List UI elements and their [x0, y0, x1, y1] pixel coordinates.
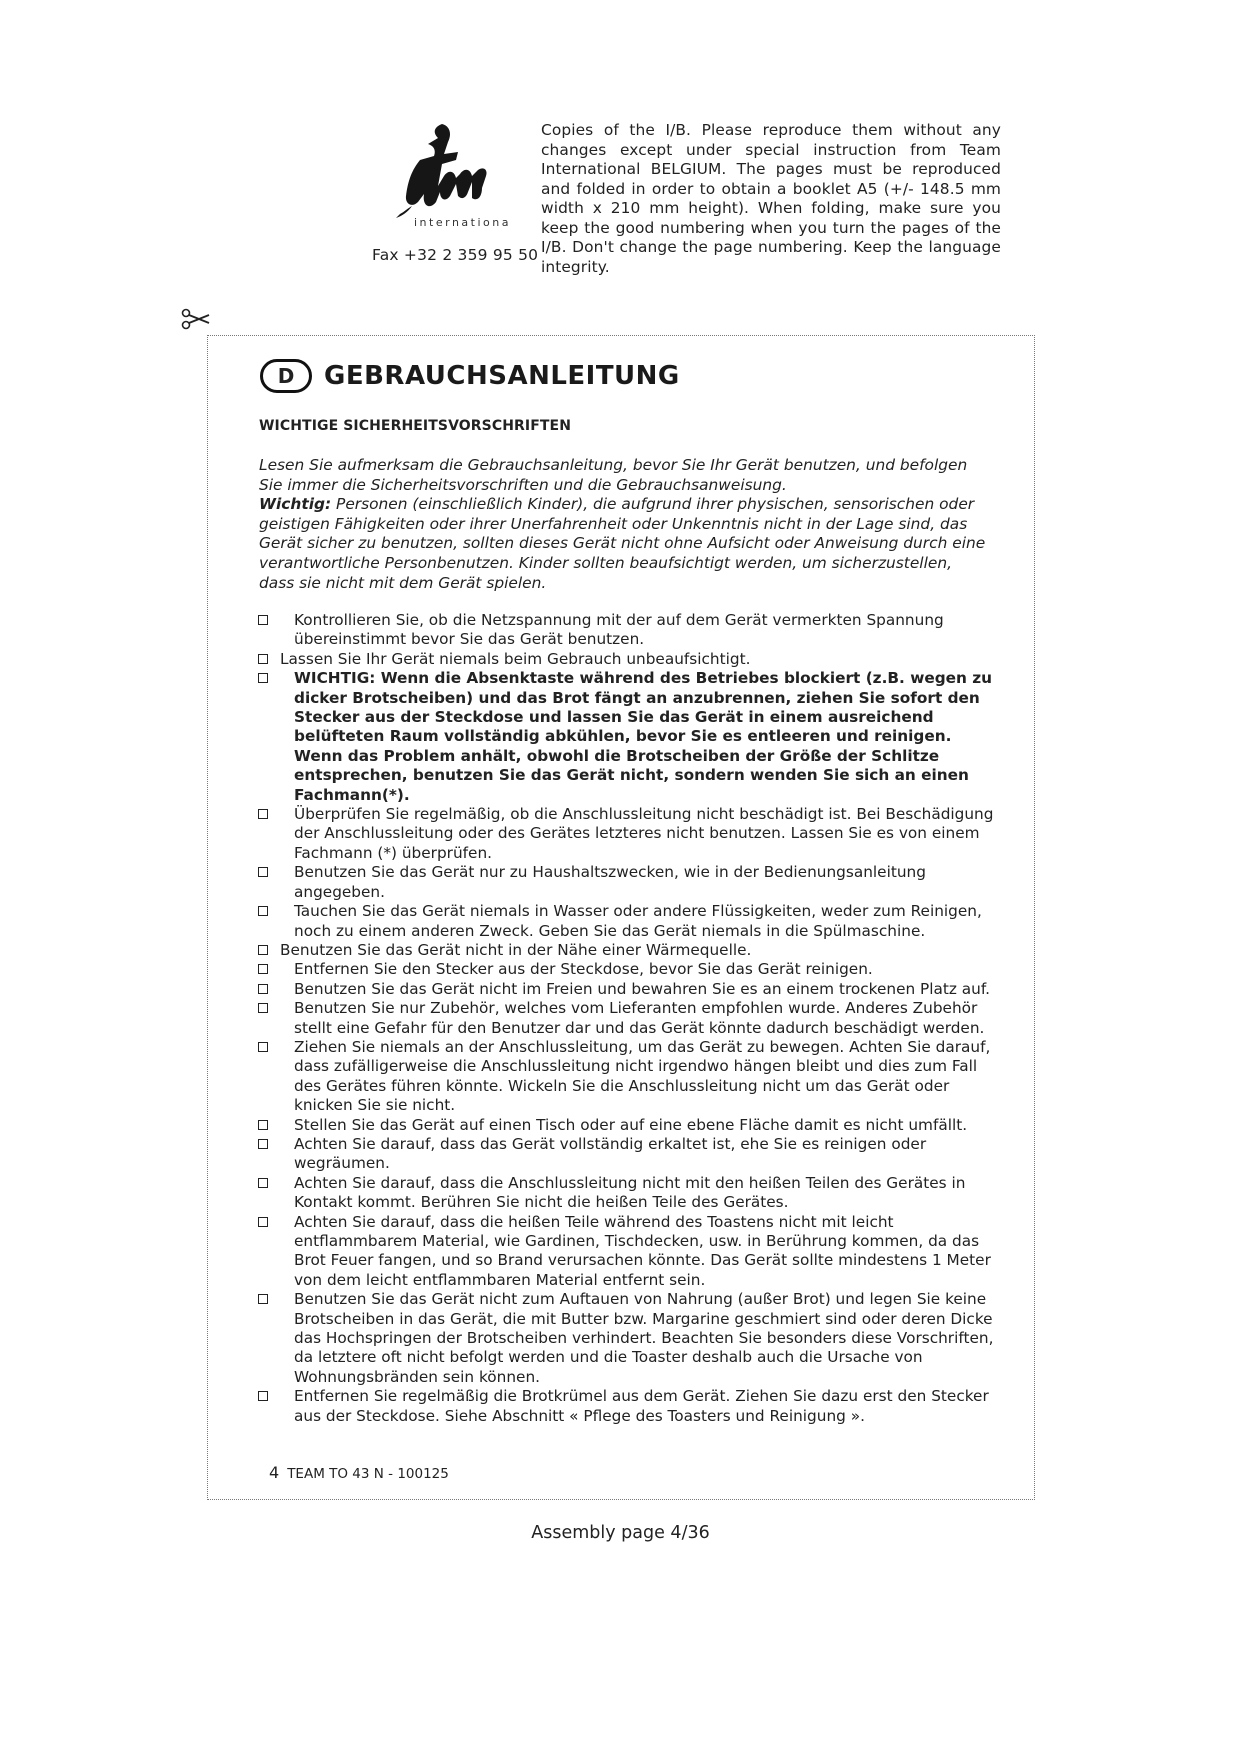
list-item-text: Benutzen Sie das Gerät nicht im Freien und bewahren Sie es an einem trockenen Platz auf.: [294, 979, 990, 998]
list-item: [258, 1116, 998, 1135]
checkbox-bullet-icon: [258, 1139, 268, 1149]
list-item: [258, 1135, 998, 1174]
checkbox-bullet-icon: [258, 1178, 268, 1188]
checkbox-bullet-icon: [258, 964, 268, 974]
scissors-icon: [181, 308, 211, 330]
list-item: [258, 1387, 998, 1426]
list-item: [258, 902, 998, 941]
list-item-text: Kontrollieren Sie, ob die Netzspannung mit der auf dem Gerät vermerkten Spannung übereinstimmt bevor Sie das Gerät benutzen.: [294, 611, 944, 649]
list-item: [258, 1038, 998, 1116]
list-item: [258, 999, 998, 1038]
model-code: TEAM TO 43 N - 100125: [287, 1466, 449, 1482]
intro-paragraph: Lesen Sie aufmerksam die Gebrauchsanleitung, bevor Sie Ihr Gerät benutzen, und befolgen Sie immer die Sicherheitsvorschriften und die Gebrauchsanweisung.: [259, 456, 968, 494]
checkbox-bullet-icon: [258, 906, 268, 916]
list-item-text: Achten Sie darauf, dass die Anschlussleitung nicht mit den heißen Teilen des Gerätes in Kontakt kommt. Berühren Sie nicht die heißen Teile des Gerätes.: [294, 1173, 966, 1212]
checkbox-bullet-icon: [258, 984, 268, 994]
language-badge: D: [260, 359, 312, 393]
section-heading: [260, 356, 680, 396]
list-item-text: WICHTIG: Wenn die Absenktaste während des Betriebes blockiert (z.B. wegen zu dicker Brotscheiben) und das Brot fängt an anzubrennen, ziehen Sie sofort den Stecker aus der Steckdose und lassen Sie das Gerät in einem ausreichend belüfteten Raum vollständig abkühlen, bevor Sie es entleeren und reinigen. Wenn das Problem anhält, obwohl die Brotscheiben der Größe der Schlitze entsprechen, benutzen Sie das Gerät nicht, sondern wenden Sie sich an einen Fachmann(*).: [294, 669, 993, 804]
list-item: [258, 611, 998, 650]
list-item: [258, 863, 998, 902]
list-item-text: Achten Sie darauf, dass die heißen Teile während des Toastens nicht mit leicht entflammbarem Material, wie Gardinen, Tischdecken, usw. in Berührung kommen, da das Brot Feuer fangen, und so Brand verursachen könnte. Das Gerät sollte mindestens 1 Meter von dem leicht entflammbaren Material entfernt sein.: [294, 1212, 991, 1289]
list-item: [258, 1174, 998, 1213]
svg-text:international: international: [414, 216, 512, 229]
checkbox-bullet-icon: [258, 867, 268, 877]
list-item-text: Entfernen Sie den Stecker aus der Steckdose, bevor Sie das Gerät reinigen.: [294, 960, 873, 979]
list-item: [258, 960, 998, 979]
list-item: [258, 650, 998, 669]
list-item: [258, 980, 998, 999]
important-label: Wichtig:: [259, 495, 332, 514]
checkbox-bullet-icon: [258, 1042, 268, 1052]
important-paragraph: [259, 495, 989, 593]
fax-number: Fax +32 2 359 95 50: [372, 246, 539, 264]
list-item: [258, 1290, 998, 1387]
list-item: [258, 805, 998, 863]
page-title: GEBRAUCHSANLEITUNG: [324, 361, 680, 391]
checkbox-bullet-icon: [258, 615, 268, 625]
intro-text: [259, 456, 989, 593]
safety-subtitle: WICHTIGE SICHERHEITSVORSCHRIFTEN: [259, 418, 572, 434]
list-item: [258, 1213, 998, 1291]
list-item-text: Benutzen Sie nur Zubehör, welches vom Lieferanten empfohlen wurde. Anderes Zubehör stellt eine Gefahr für den Benutzer dar und das Gerät könnte dadurch beschädigt werden.: [294, 999, 985, 1037]
checkbox-bullet-icon: [258, 673, 268, 683]
list-item: [258, 941, 998, 960]
assembly-page-label: Assembly page 4/36: [531, 1523, 710, 1543]
list-item: [258, 669, 998, 805]
list-item-text: Benutzen Sie das Gerät nicht in der Nähe einer Wärmequelle.: [280, 940, 752, 959]
list-item-text: Benutzen Sie das Gerät nicht zum Auftauen von Nahrung (außer Brot) und legen Sie keine Brotscheiben in das Gerät, die mit Butter bzw. Margarine geschmiert sind oder deren Dicke das Hochspringen der Brotscheiben verhindert. Beachten Sie besonders diese Vorschriften, da letztere oft nicht befolgt werden und die Toaster deshalb auch die Ursache von Wohnungsbränden sein können.: [294, 1290, 994, 1386]
page-footer: [269, 1463, 449, 1482]
list-item-text: Ziehen Sie niemals an der Anschlussleitung, um das Gerät zu bewegen. Achten Sie darauf, dass zufälligerweise die Anschlussleitung nicht irgendwo hängen bleibt und dies zum Fall des Gerätes führen könnte. Wickeln Sie die Anschlussleitung nicht um das Gerät oder knicken Sie sie nicht.: [294, 1037, 991, 1115]
checkbox-bullet-icon: [258, 809, 268, 819]
checkbox-bullet-icon: [258, 1120, 268, 1130]
checkbox-bullet-icon: [258, 1294, 268, 1304]
page-number: 4: [269, 1463, 280, 1482]
list-item-text: Tauchen Sie das Gerät niemals in Wasser oder andere Flüssigkeiten, weder zum Reinigen, noch zu einem anderen Zweck. Geben Sie das Gerät niemals in die Spülmaschine.: [294, 902, 982, 940]
list-item-text: Überprüfen Sie regelmäßig, ob die Anschlussleitung nicht beschädigt ist. Bei Beschädigung der Anschlussleitung oder des Gerätes letzteres nicht benutzen. Lassen Sie es von einem Fachmann (*) überprüfen.: [294, 805, 994, 862]
team-logo: [372, 120, 512, 232]
checkbox-bullet-icon: [258, 945, 268, 955]
important-text: Personen (einschließlich Kinder), die aufgrund ihrer physischen, sensorischen oder geistigen Fähigkeiten oder ihrer Unerfahrenheit oder Unkenntnis nicht in der Lage sind, das Gerät sicher zu benutzen, sollten dieses Gerät nicht ohne Aufsicht oder Anweisung durch eine verantwortliche Personbenutzen. Kinder sollten beaufsichtigt werden, um sicherzustellen, dass sie nicht mit dem Gerät spielen.: [259, 495, 986, 592]
safety-list: [258, 611, 998, 1426]
list-item-text: Achten Sie darauf, dass das Gerät vollständig erkaltet ist, ehe Sie es reinigen oder wegräumen.: [294, 1134, 927, 1173]
list-item-text: Benutzen Sie das Gerät nur zu Haushaltszwecken, wie in der Bedienungsanleitung angegeben.: [294, 863, 926, 901]
list-item-text: Entfernen Sie regelmäßig die Brotkrümel aus dem Gerät. Ziehen Sie dazu erst den Stecker aus der Steckdose. Siehe Abschnitt « Pflege des Toasters und Reinigung ».: [294, 1387, 989, 1425]
checkbox-bullet-icon: [258, 654, 268, 664]
list-item-text: Lassen Sie Ihr Gerät niemals beim Gebrauch unbeaufsichtigt.: [280, 649, 751, 668]
reproduction-instructions: Copies of the I/B. Please reproduce them without any changes except under special instruction from Team International BELGIUM. The pages must be reproduced and folded in order to obtain a booklet A5 (+/- 148.5 mm width x 210 mm height). When folding, make sure you keep the good numbering when you turn the pages of the I/B. Don't change the page numbering. Keep the language integrity.: [541, 121, 1001, 276]
checkbox-bullet-icon: [258, 1003, 268, 1013]
checkbox-bullet-icon: [258, 1391, 268, 1401]
checkbox-bullet-icon: [258, 1217, 268, 1227]
list-item-text: Stellen Sie das Gerät auf einen Tisch oder auf eine ebene Fläche damit es nicht umfällt.: [294, 1115, 968, 1134]
